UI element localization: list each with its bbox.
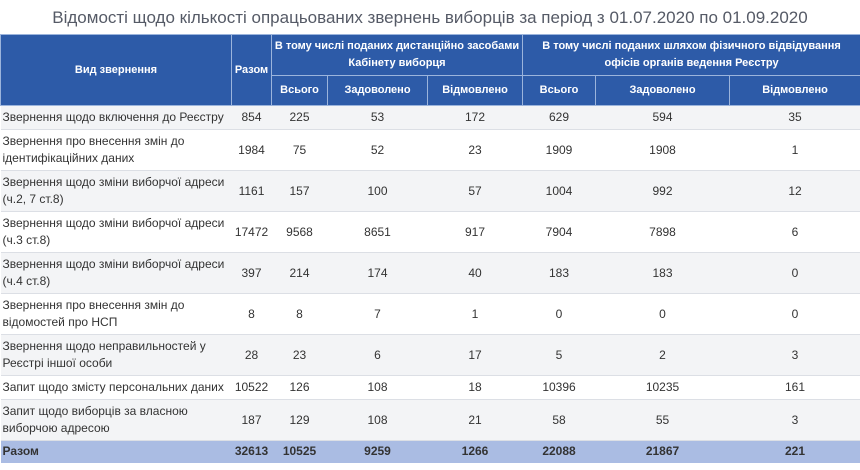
physical-rejected-cell: 1 — [730, 130, 860, 171]
page-title: Відомості щодо кількості опрацьованих звернень виборців за період з 01.07.2020 по 01.09.2020 — [52, 8, 808, 27]
physical-satisfied-cell: 21867 — [596, 441, 730, 463]
physical-rejected-cell: 6 — [730, 212, 860, 253]
table-row — [1, 130, 860, 171]
physical-satisfied-cell: 992 — [596, 171, 730, 212]
table-row — [1, 106, 860, 130]
physical-rejected-cell: 35 — [730, 106, 860, 130]
header-physical-group: В тому числі поданих шляхом фізичного відвідування офісів органів ведення Реєстру — [523, 35, 860, 76]
remote-all-cell: 9568 — [272, 212, 328, 253]
total-cell: 17472 — [232, 212, 272, 253]
row-label: Звернення щодо зміни виборчої адреси (ч.2, 7 ст.8) — [1, 171, 232, 212]
physical-rejected-cell: 221 — [730, 441, 860, 463]
remote-rejected-cell: 917 — [428, 212, 523, 253]
physical-satisfied-cell: 1908 — [596, 130, 730, 171]
total-cell: 187 — [232, 400, 272, 441]
table-row — [1, 376, 860, 400]
remote-rejected-cell: 21 — [428, 400, 523, 441]
remote-rejected-cell: 172 — [428, 106, 523, 130]
remote-rejected-cell: 18 — [428, 376, 523, 400]
remote-rejected-cell: 57 — [428, 171, 523, 212]
physical-satisfied-cell: 594 — [596, 106, 730, 130]
table-row — [1, 171, 860, 212]
header-physical-satisfied: Задоволено — [596, 76, 730, 106]
table-header — [1, 35, 860, 106]
table-row — [1, 400, 860, 441]
row-label: Звернення про внесення змін до відомостей про НСП — [1, 294, 232, 335]
remote-satisfied-cell: 7 — [328, 294, 428, 335]
remote-all-cell: 23 — [272, 335, 328, 376]
physical-satisfied-cell: 0 — [596, 294, 730, 335]
physical-all-cell: 10396 — [523, 376, 596, 400]
remote-satisfied-cell: 6 — [328, 335, 428, 376]
total-cell: 397 — [232, 253, 272, 294]
physical-all-cell: 58 — [523, 400, 596, 441]
total-cell: 1984 — [232, 130, 272, 171]
remote-all-cell: 75 — [272, 130, 328, 171]
row-label: Звернення щодо неправильностей у Реєстрі іншої особи — [1, 335, 232, 376]
row-label: Запит щодо змісту персональних даних — [1, 376, 232, 400]
physical-rejected-cell: 161 — [730, 376, 860, 400]
row-label: Звернення щодо зміни виборчої адреси (ч.4 ст.8) — [1, 253, 232, 294]
header-remote-rejected: Відмовлено — [428, 76, 523, 106]
remote-rejected-cell: 1266 — [428, 441, 523, 463]
remote-rejected-cell: 1 — [428, 294, 523, 335]
header-total: Разом — [232, 35, 272, 106]
remote-satisfied-cell: 52 — [328, 130, 428, 171]
physical-all-cell: 7904 — [523, 212, 596, 253]
table-row — [1, 212, 860, 253]
row-label: Звернення щодо зміни виборчої адреси (ч.3 ст.8) — [1, 212, 232, 253]
remote-rejected-cell: 17 — [428, 335, 523, 376]
row-label: Звернення щодо включення до Реєстру — [1, 106, 232, 130]
remote-all-cell: 225 — [272, 106, 328, 130]
remote-satisfied-cell: 53 — [328, 106, 428, 130]
remote-satisfied-cell: 8651 — [328, 212, 428, 253]
physical-all-cell: 183 — [523, 253, 596, 294]
remote-rejected-cell: 23 — [428, 130, 523, 171]
table-row — [1, 335, 860, 376]
remote-rejected-cell: 40 — [428, 253, 523, 294]
row-label: Запит щодо виборців за власною виборчою адресою — [1, 400, 232, 441]
physical-rejected-cell: 3 — [730, 335, 860, 376]
remote-satisfied-cell: 108 — [328, 376, 428, 400]
physical-rejected-cell: 12 — [730, 171, 860, 212]
physical-satisfied-cell: 7898 — [596, 212, 730, 253]
header-remote-satisfied: Задоволено — [328, 76, 428, 106]
physical-all-cell: 22088 — [523, 441, 596, 463]
remote-all-cell: 214 — [272, 253, 328, 294]
header-type: Вид звернення — [1, 35, 232, 106]
remote-all-cell: 129 — [272, 400, 328, 441]
physical-rejected-cell: 0 — [730, 294, 860, 335]
total-cell: 1161 — [232, 171, 272, 212]
table-body — [1, 106, 860, 463]
total-cell: 854 — [232, 106, 272, 130]
table-row — [1, 294, 860, 335]
remote-satisfied-cell: 100 — [328, 171, 428, 212]
physical-satisfied-cell: 55 — [596, 400, 730, 441]
total-cell: 28 — [232, 335, 272, 376]
physical-rejected-cell: 0 — [730, 253, 860, 294]
physical-all-cell: 1004 — [523, 171, 596, 212]
physical-all-cell: 0 — [523, 294, 596, 335]
remote-all-cell: 8 — [272, 294, 328, 335]
total-cell: 32613 — [232, 441, 272, 463]
header-physical-all: Всього — [523, 76, 596, 106]
row-label: Звернення про внесення змін до ідентифікаційних даних — [1, 130, 232, 171]
physical-all-cell: 1909 — [523, 130, 596, 171]
header-physical-rejected: Відмовлено — [730, 76, 860, 106]
remote-all-cell: 10525 — [272, 441, 328, 463]
row-label: Разом — [1, 441, 232, 463]
physical-all-cell: 629 — [523, 106, 596, 130]
table-row — [1, 253, 860, 294]
header-remote-group: В тому числі поданих дистанційно засобами Кабінету виборця — [272, 35, 523, 76]
remote-satisfied-cell: 9259 — [328, 441, 428, 463]
remote-all-cell: 157 — [272, 171, 328, 212]
physical-satisfied-cell: 183 — [596, 253, 730, 294]
remote-all-cell: 126 — [272, 376, 328, 400]
total-cell: 10522 — [232, 376, 272, 400]
totals-row — [1, 441, 860, 463]
physical-all-cell: 5 — [523, 335, 596, 376]
appeals-table — [0, 34, 860, 463]
physical-satisfied-cell: 10235 — [596, 376, 730, 400]
remote-satisfied-cell: 174 — [328, 253, 428, 294]
header-remote-all: Всього — [272, 76, 328, 106]
physical-rejected-cell: 3 — [730, 400, 860, 441]
total-cell: 8 — [232, 294, 272, 335]
remote-satisfied-cell: 108 — [328, 400, 428, 441]
physical-satisfied-cell: 2 — [596, 335, 730, 376]
